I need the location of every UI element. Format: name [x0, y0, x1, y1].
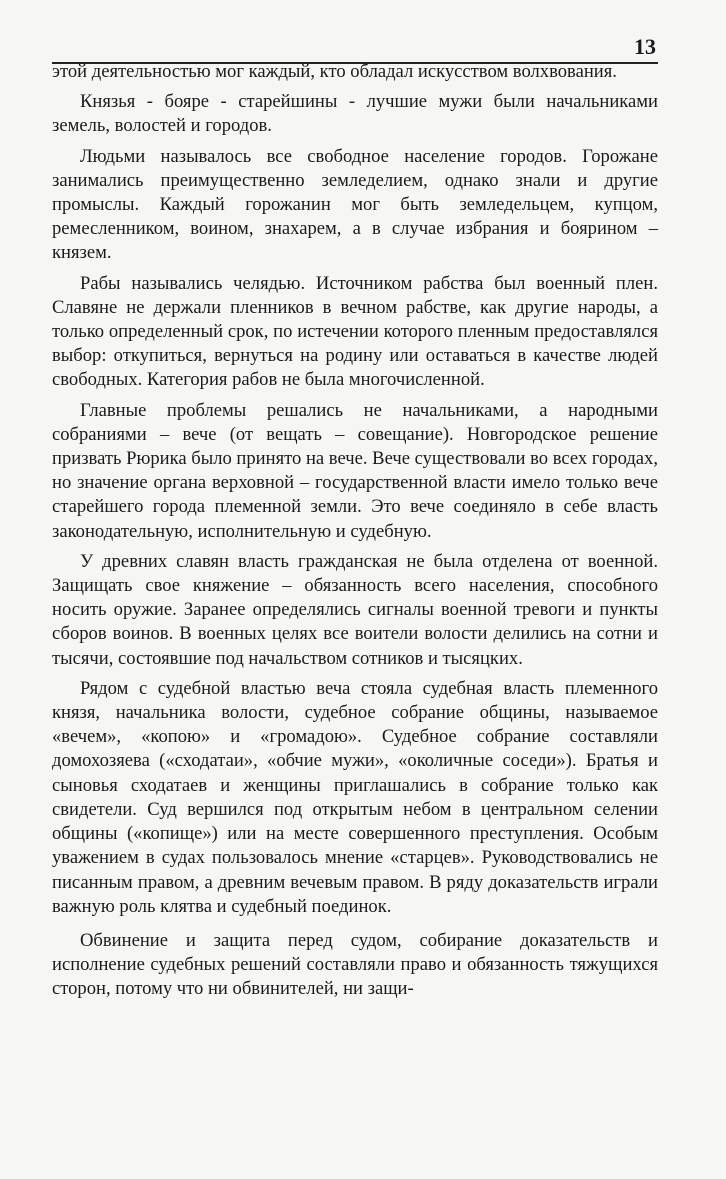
paragraph-7: Рядом с судебной властью веча стояла судебная власть племенного князя, начальника волости, судебное собрание общины, называемое «вечем», «копою» и «громадою». Судебное собрание составляли домохозяева («сходатаи», «обчие мужи», «околичные соседи»). Братья и сыновья сходатаев и женщины приглашались в собрание только как свидетели. Суд вершился под открытым небом в центральном селении общины («копище») или на месте совершенного преступления. Особым уважением в судах пользовалось мнение «старцев». Руководствовались не писанным правом, а древним вечевым правом. В ряду доказательств играли важную роль клятва и судебный поединок.	[52, 677, 658, 917]
body-text	[52, 60, 658, 1008]
paragraph-5: Главные проблемы решались не начальниками, а народными собраниями – вече (от вещать – совещание). Новгородское решение призвать Рюрика было принято на вече. Вече существовали во всех городах, но значение органа верховной – государственной власти имело только вече старейшего города племенной земли. Это вече соединяло в себе власть законодательную, исполнительную и судебную.	[52, 399, 658, 542]
paragraph-2: Князья - бояре - старейшины - лучшие мужи были начальниками земель, волостей и городов.	[52, 91, 658, 137]
paragraph-1: этой деятельностью мог каждый, кто обладал искусством волхвования.	[52, 61, 617, 82]
paragraph-3: Людьми называлось все свободное население городов. Горожане занимались преимущественно земледелием, однако знали и другие промыслы. Каждый горожанин мог быть земледельцем, купцом, ремесленником, воином, знахарем, а в случае избрания и боярином – князем.	[52, 145, 658, 264]
paragraph-6: У древних славян власть гражданская не была отделена от военной. Защищать свое княжение – обязанность всего населения, способного носить оружие. Заранее определялись сигналы военной тревоги и пункты сборов воинов. В военных целях все воители волости делились на сотни и тысячи, состоявшие под начальством сотников и тысяцких.	[52, 550, 658, 669]
paragraph-4: Рабы назывались челядью. Источником рабства был военный плен. Славяне не держали пленников в вечном рабстве, как другие народы, а только определенный срок, по истечении которого пленным предоставлялся выбор: откупиться, вернуться на родину или оставаться в качестве людей свободных. Категория рабов не была многочисленной.	[52, 272, 658, 391]
paragraph-8: Обвинение и защита перед судом, собирание доказательств и исполнение судебных решений составляли право и обязанность тяжущихся сторон, потому что ни обвинителей, ни защи-	[52, 929, 658, 1000]
page-number: 13	[634, 34, 656, 59]
